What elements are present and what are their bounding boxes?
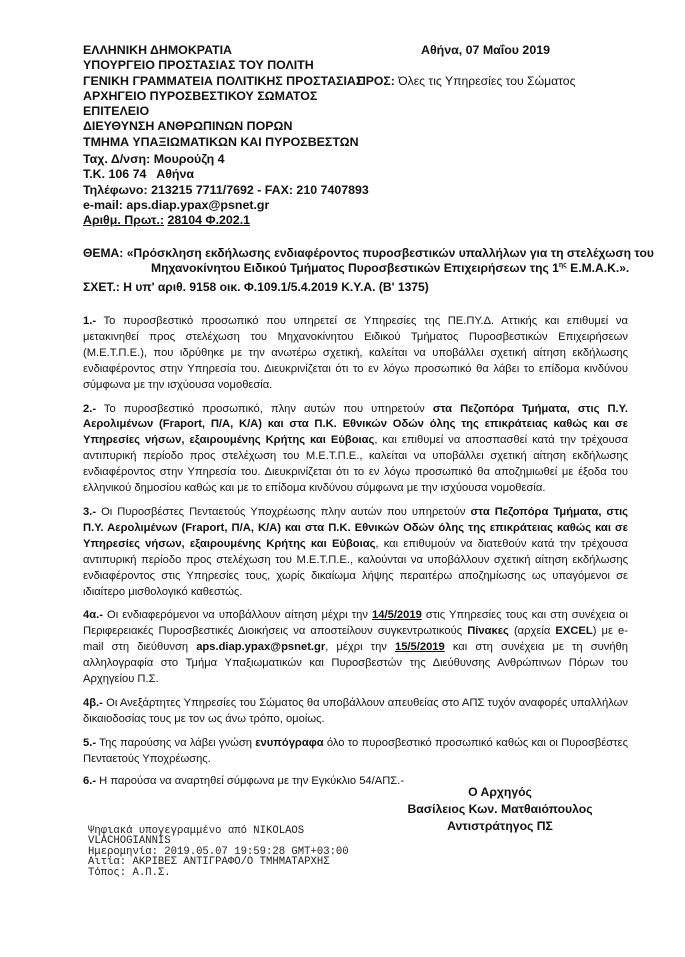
paragraph-bold-text: στα Πεζοπόρα Τμήματα, στις Π.Υ. Αερολιμένων (Fraport, Π/Α, Κ/Α) και στα Π.Κ. Εθνικών Οδών όλης της επικράτειας καθώς και σε Υπηρεσίες νήσων, εξαιρουμένης Κρήτης και Εύβοιας — [83, 505, 628, 550]
postal-value: 106 74 Αθήνα — [108, 167, 194, 182]
paragraph-text: , και επιθυμούν να διατεθούν κατά την τρέχουσα αντιπυρική περίοδο προς στελέχωση του Μ.Ε.Τ.Π.Ε., καλούνται να υποβάλλουν σχετική αίτηση εκδήλωσης ενδιαφέροντος στις Υπηρεσίες τους, χωρίς δικαίωμα λήψης περαιτέρω αποζημίωσης ως υπαγόμενοι σε ιδιαίτερο μισθολογικό καθεστώς. — [83, 537, 628, 598]
paragraph-number: 3.- — [83, 505, 97, 518]
subject-line — [83, 261, 628, 276]
paragraph-text: Η παρούσα να αναρτηθεί σύμφωνα με την Εγκύκλιο 54/ΑΠΣ.- — [96, 774, 405, 787]
deadline-date-1: 14/5/2019 — [372, 609, 422, 622]
postal-line — [83, 167, 369, 182]
letterhead-line: ΥΠΟΥΡΓΕΙΟ ΠΡΟΣΤΑΣΙΑΣ ΤΟΥ ΠΟΛΙΤΗ — [83, 58, 314, 73]
email-label: e-mail: — [83, 197, 123, 212]
phone-value: 213215 7711/7692 - FAX: 210 7407893 — [151, 182, 369, 197]
paragraph-4a — [83, 608, 628, 688]
paragraph-text: Οι Ανεξάρτητες Υπηρεσίες του Σώματος θα υποβάλλουν απευθείας στο ΑΠΣ τυχόν αναφορές υπαλλήλων δικαιοδοσίας τους με τον ως άνω τρόπο, ομοίως. — [83, 696, 628, 725]
address-line — [83, 152, 369, 167]
paragraph-bold-text: EXCEL — [555, 625, 593, 638]
paragraph-text: Το πυροσβεστικό προσωπικό που υπηρετεί σε Υπηρεσίες της ΠΕ.ΠΥ.Δ. Αττικής και επιθυμεί να μετακινηθεί προς στελέχωση του Μηχανοκίνητου Ειδικού Τμήματος Πυροσβεστικών Επιχειρήσεων (Μ.Ε.Τ.Π.Ε.), που ιδρύθηκε με την ανωτέρω σχετική, καλείται να υποβάλλει σχετική αίτηση εκδήλωσης ενδιαφέροντος στην Υπηρεσία του. Διευκρινίζεται ότι το εν λόγω προσωπικό θα λάβει το επίδομα κινδύνου σύμφωνα με την ισχύουσα νομοθεσία. — [83, 315, 628, 391]
subject-superscript: ης — [558, 262, 567, 270]
paragraph-text: ) με e-mail στη διεύθυνση — [83, 625, 628, 654]
postal-label: Τ.Κ. — [83, 167, 106, 182]
recipient-value: Όλες τις Υπηρεσίες του Σώματος — [398, 74, 576, 88]
deadline-date-2: 15/5/2019 — [394, 641, 445, 654]
paragraph-bold-text: Πίνακες — [467, 625, 509, 638]
paragraph-number: 6.- — [83, 774, 97, 787]
paragraph-text: όλο το πυροσβεστικό προσωπικό καθώς και οι Πυροσβέστες Πενταετούς Υποχρέωσης. — [83, 736, 628, 765]
paragraph-3 — [83, 505, 628, 600]
paragraph-number: 2.- — [83, 402, 97, 415]
paragraph-bold-text: ενυπόγραφα — [255, 736, 324, 749]
recipient-label: ΠΡΟΣ: — [357, 74, 395, 88]
paragraph-number: 1.- — [83, 315, 97, 327]
signature-block — [380, 784, 620, 835]
email-line — [83, 198, 369, 213]
subject — [83, 246, 654, 295]
letterhead-line: ΤΜΗΜΑ ΥΠΑΞΙΩΜΑΤΙΚΩΝ ΚΑΙ ΠΥΡΟΣΒΕΣΤΩΝ — [83, 134, 359, 149]
paragraph-text: και στη συνέχεια με τη συνήθη αλληλογραφία στο Τμήμα Υπαξιωματικών και Πυροσβεστών της Διεύθυνσης Ανθρώπινων Πόρων του Αρχηγείου Π.Σ. — [83, 641, 628, 686]
paragraph-4b — [83, 696, 628, 728]
letterhead — [83, 43, 369, 229]
letterhead-line: ΕΠΙΤΕΛΕΙΟ — [83, 104, 150, 119]
letterhead-line: ΕΛΛΗΝΙΚΗ ΔΗΜΟΚΡΑΤΙΑ — [83, 43, 232, 57]
paragraph-number: 5.- — [83, 736, 97, 749]
signature-name: Βασίλειος Κων. Ματθαιόπουλος — [407, 802, 593, 816]
recipient — [357, 74, 575, 88]
paragraph-1 — [83, 314, 628, 394]
paragraph-number: 4β.- — [83, 696, 103, 709]
digital-signature-line: Τόπος: Α.Π.Σ. — [88, 866, 171, 879]
protocol-line — [83, 213, 369, 228]
paragraph-text: στις Υπηρεσίες τους και στη συνέχεια οι Περιφερειακές Πυροσβεστικές Διοικήσεις να αποστείλουν συγκεντρωτικούς — [83, 609, 628, 638]
paragraph-bold-text: στα Πεζοπόρα Τμήματα, στις Π.Υ. Αερολιμένων (Fraport, Π/Α, Κ/Α) και στα Π.Κ. Εθνικών Οδών όλης της επικράτειας καθώς και σε Υπηρεσίες νήσων, εξαιρουμένης Κρήτης και Εύβοιας — [83, 402, 628, 447]
paragraph-text: Οι ενδιαφερόμενοι να υποβάλλουν αίτηση μέχρι την — [102, 609, 373, 622]
subject-text-3: Ε.Μ.Α.Κ.». — [566, 261, 630, 276]
paragraph-5 — [83, 736, 628, 768]
address-label: Ταχ. Δ/νση: — [83, 152, 151, 167]
subject-line — [83, 246, 654, 261]
reference-text: Η υπ' αριθ. 9158 οικ. Φ.109.1/5.4.2019 Κ.Υ.Α. (Β' 1375) — [123, 279, 429, 294]
subject-text-1: «Πρόσκληση εκδήλωσης ενδιαφέροντος πυροσβεστικών υπαλλήλων για τη στελέχωση του — [126, 246, 654, 260]
protocol-value: 28104 Φ.202.1 — [167, 213, 251, 228]
paragraph-text: Το πυροσβεστικό προσωπικό, πλην αυτών που υπηρετούν — [96, 402, 433, 415]
paragraph-number: 4α.- — [83, 609, 103, 622]
digital-signature-line: Ημερομηνία: 2019.05.07 19:59:28 GMT+03:00 — [88, 845, 349, 858]
signature-rank: Αντιστράτηγος ΠΣ — [447, 819, 553, 833]
paragraph-text: , μέχρι την — [325, 641, 395, 654]
subject-label: ΘΕΜΑ: — [83, 246, 124, 260]
digital-signature-line: VLACHOGIANNIS — [88, 835, 171, 848]
paragraph-text: Της παρούσης να λάβει γνώση — [96, 736, 256, 749]
paragraph-text: , και επιθυμεί να αποσπασθεί κατά την τρέχουσα αντιπυρική περίοδο προς στελέχωση του Μ.Ε.Τ.Π.Ε., καλείται να υποβάλλει σχετική αίτηση εκδήλωσης ενδιαφέροντος στην Υπηρεσία του. Διευκρινίζεται ότι το εν λόγω προσωπικό θα αποζημιωθεί με έξοδα του ελληνικού δημοσίου καθώς και με το επίδομα κινδύνου σύμφωνα με την ισχύουσα νομοθεσία. — [83, 434, 628, 495]
letterhead-line: ΔΙΕΥΘΥΝΣΗ ΑΝΘΡΩΠΙΝΩΝ ΠΟΡΩΝ — [83, 119, 293, 134]
signature-title: Ο Αρχηγός — [468, 785, 532, 799]
paragraph-text: Οι Πυροσβέστες Πενταετούς Υποχρέωσης πλην αυτών που υπηρετούν — [96, 505, 471, 518]
protocol-label: Αριθμ. Πρωτ.: — [83, 213, 165, 228]
phone-line — [83, 183, 369, 198]
address-value: Μουρούζη 4 — [153, 152, 225, 167]
reference-label: ΣΧΕΤ.: — [83, 279, 120, 294]
digital-signature-line: Ψηφιακά υπογεγραμμένο από NIKOLAOS — [88, 825, 305, 837]
email-address: aps.diap.ypax@psnet.gr — [196, 641, 326, 654]
document-body — [83, 314, 628, 789]
paragraph-2 — [83, 402, 628, 497]
digital-signature-stamp — [88, 826, 349, 878]
document-date: Αθήνα, 07 Μαΐου 2019 — [421, 43, 551, 57]
letterhead-line: ΓΕΝΙΚΗ ΓΡΑΜΜΑΤΕΙΑ ΠΟΛΙΤΙΚΗΣ ΠΡΟΣΤΑΣΙΑΣ — [83, 73, 364, 88]
email-value: aps.diap.ypax@psnet.gr — [126, 197, 270, 212]
subject-text-2: Μηχανοκίνητου Ειδικού Τμήματος Πυροσβεστικών Επιχειρήσεων της 1 — [151, 261, 559, 276]
paragraph-text: (αρχεία — [508, 625, 556, 638]
phone-label: Τηλέφωνο: — [83, 182, 148, 197]
digital-signature-line: Αιτία: ΑΚΡΙΒΕΣ ΑΝΤΙΓΡΑΦΟ/Ο ΤΜΗΜΑΤΑΡΧΗΣ — [88, 856, 330, 869]
reference-line — [83, 280, 628, 295]
letterhead-line: ΑΡΧΗΓΕΙΟ ΠΥΡΟΣΒΕΣΤΙΚΟΥ ΣΩΜΑΤΟΣ — [83, 88, 318, 103]
